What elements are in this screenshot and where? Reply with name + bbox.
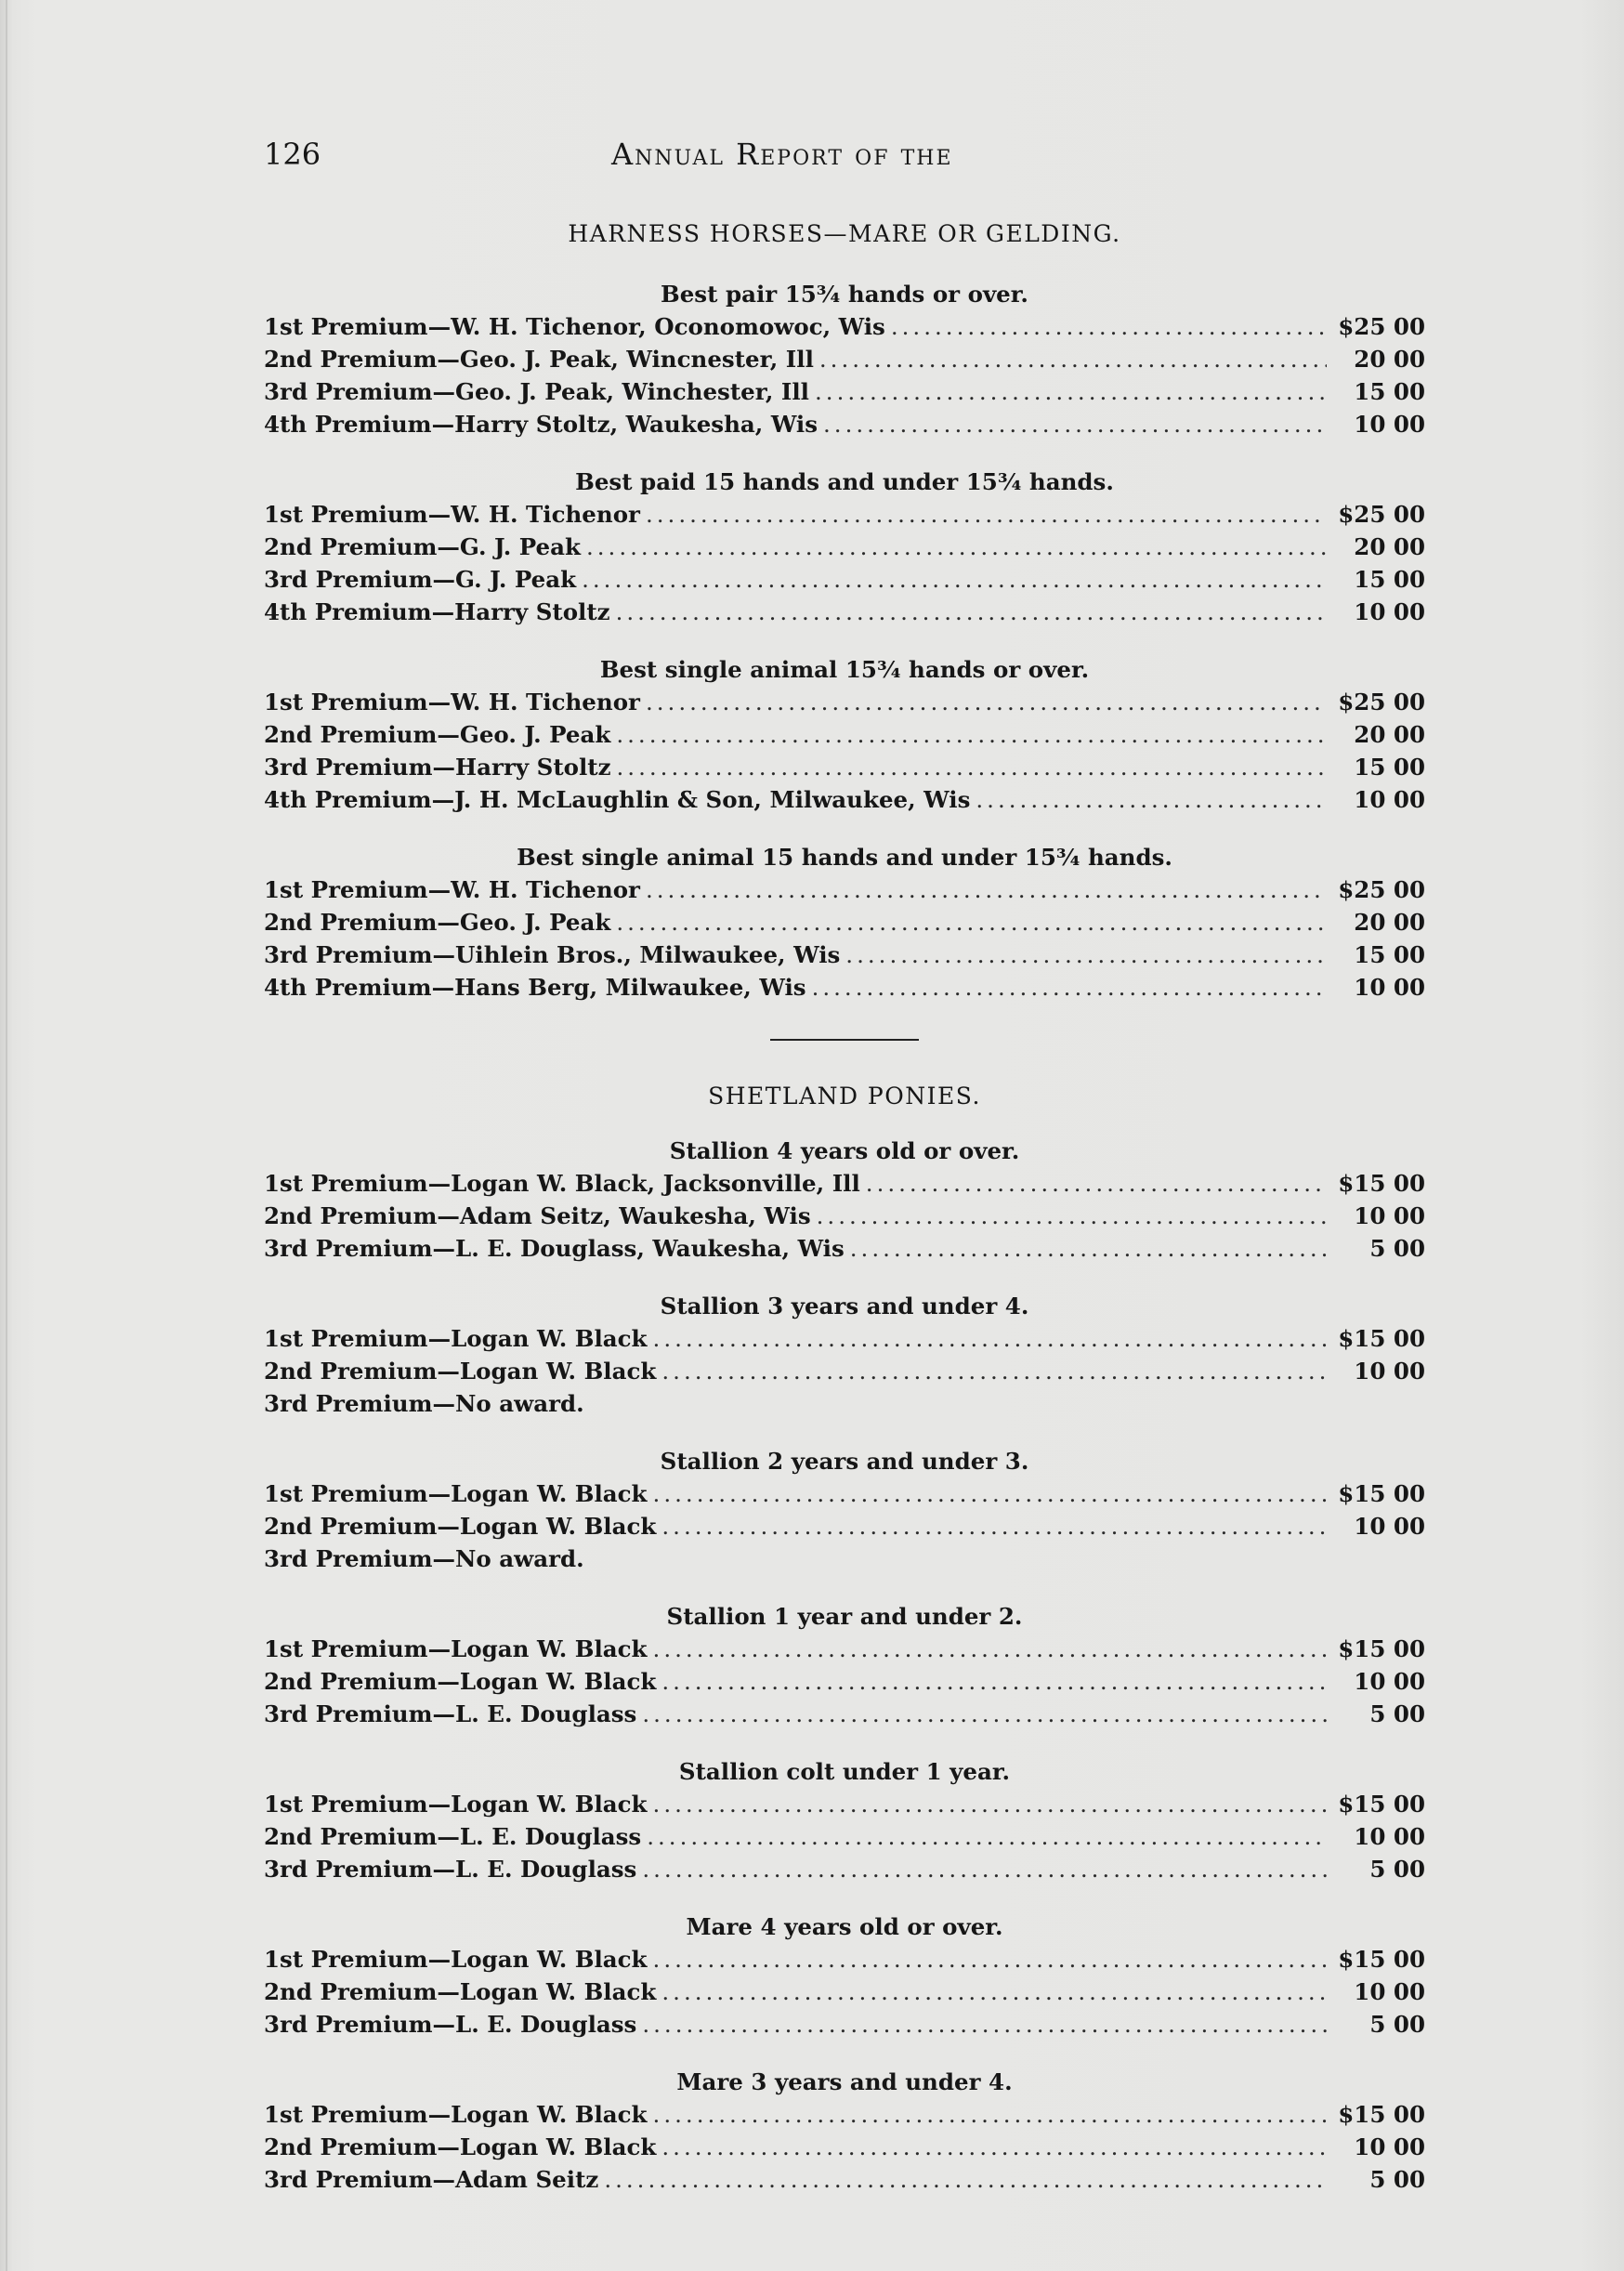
premium-amount: 10 00 [1354, 1668, 1425, 1695]
premium-winner: Harry Stoltz [455, 754, 611, 781]
premium-entry [264, 1943, 1425, 1976]
class-title-text: Best pair 15¾ hands or over. [661, 281, 1028, 308]
premium-place: 3rd Premium [264, 378, 433, 405]
page-header [264, 136, 1425, 178]
premium-winner: Geo. J. Peak [459, 721, 611, 748]
premium-winner: W. H. Tichenor [451, 876, 640, 903]
premium-amount: 15 00 [1354, 378, 1425, 405]
place-separator: — [432, 1856, 456, 1883]
premium-place: 3rd Premium [264, 2166, 433, 2193]
class-title-text: Stallion colt under 1 year. [678, 1758, 1011, 1785]
class-title [264, 654, 1425, 686]
premium-entry [264, 1853, 1425, 1885]
premium-amount: 5 00 [1369, 1235, 1425, 1262]
premium-winner: Geo. J. Peak, Wincnester, Ill [459, 346, 814, 373]
premium-winner: W. H. Tichenor [451, 689, 640, 715]
dot-leader [812, 971, 1327, 1004]
place-separator: — [427, 1480, 452, 1507]
dot-leader [815, 375, 1327, 408]
place-separator: — [437, 346, 460, 373]
premium-amount: $15 00 [1338, 2101, 1425, 2128]
premium-place: 1st Premium [264, 689, 428, 715]
premium-entry [264, 1322, 1425, 1355]
premium-amount: 10 00 [1354, 1513, 1425, 1540]
premium-winner: Logan W. Black [451, 1791, 648, 1818]
place-separator: — [432, 566, 456, 593]
dot-leader [646, 686, 1327, 718]
premium-place: 1st Premium [264, 1791, 428, 1818]
class-title-text: Mare 4 years old or over. [686, 1913, 1003, 1940]
premium-amount: 5 00 [1369, 2011, 1425, 2038]
class-title [264, 1601, 1425, 1633]
premium-amount: 15 00 [1354, 566, 1425, 593]
premium-entry [264, 686, 1425, 718]
premium-entry [264, 939, 1425, 971]
premium-entry [264, 1510, 1425, 1542]
dot-leader [661, 1510, 1327, 1542]
premium-amount: $15 00 [1338, 1791, 1425, 1818]
premium-amount: 20 00 [1354, 909, 1425, 936]
premium-place: 3rd Premium [264, 2011, 433, 2038]
dot-leader [823, 408, 1327, 440]
place-separator: — [427, 1791, 452, 1818]
premium-amount: 10 00 [1354, 1978, 1425, 2005]
premium-amount: 10 00 [1354, 1202, 1425, 1229]
premium-winner: Logan W. Black [451, 2101, 648, 2128]
premium-place: 1st Premium [264, 1325, 428, 1352]
premium-entry [264, 596, 1425, 628]
place-separator: — [432, 378, 456, 405]
premium-winner: J. H. McLaughlin & Son, Milwaukee, Wis [454, 786, 971, 813]
premium-place: 3rd Premium [264, 754, 433, 781]
premium-winner: L. E. Douglass [459, 1823, 642, 1850]
premium-entry [264, 906, 1425, 939]
class-title-text: Best single animal 15¾ hands or over. [599, 656, 1090, 683]
premium-winner: Logan W. Black [451, 1325, 648, 1352]
premium-entry [264, 1820, 1425, 1853]
dot-leader [845, 939, 1327, 971]
premium-entry [264, 1665, 1425, 1698]
premium-winner: Logan W. Black [459, 2133, 657, 2160]
place-separator: — [437, 1978, 460, 2005]
premium-entry [264, 1633, 1425, 1665]
premium-winner: Logan W. Black [459, 1668, 657, 1695]
premium-place: 2nd Premium [264, 1668, 438, 1695]
premium-place: 2nd Premium [264, 533, 438, 560]
premium-place: 3rd Premium [264, 1700, 433, 1727]
premium-entry [264, 1387, 1425, 1420]
dot-leader [642, 1698, 1327, 1730]
dot-leader [850, 1232, 1327, 1265]
premium-entry [264, 783, 1425, 816]
premium-amount: 5 00 [1369, 1700, 1425, 1727]
dot-leader [647, 1820, 1327, 1853]
premium-entry [264, 718, 1425, 751]
premium-winner: Logan W. Black [451, 1480, 648, 1507]
premium-winner: G. J. Peak [459, 533, 581, 560]
class-title [264, 1291, 1425, 1322]
premium-place: 1st Premium [264, 1635, 428, 1662]
place-separator: — [431, 786, 455, 813]
premium-entry [264, 751, 1425, 783]
dot-leader [646, 498, 1327, 531]
premium-winner: Adam Seitz, Waukesha, Wis [459, 1202, 811, 1229]
place-separator: — [432, 1235, 456, 1262]
premium-entry [264, 2131, 1425, 2163]
dot-leader [653, 1788, 1327, 1820]
dot-leader [653, 1322, 1327, 1355]
class-title [264, 466, 1425, 498]
premium-entry [264, 531, 1425, 563]
premium-amount: $25 00 [1338, 501, 1425, 528]
premium-amount: $25 00 [1338, 876, 1425, 903]
class-title [264, 1911, 1425, 1943]
premium-amount: 15 00 [1354, 754, 1425, 781]
place-separator: — [432, 1545, 456, 1572]
class-title-text: Stallion 1 year and under 2. [666, 1603, 1023, 1630]
place-separator: — [432, 1390, 456, 1417]
premium-winner: Logan W. Black [459, 1978, 657, 2005]
premium-winner: No award. [455, 1390, 584, 1417]
premium-class [264, 1291, 1425, 1420]
premium-winner: Geo. J. Peak [459, 909, 611, 936]
premium-place: 2nd Premium [264, 721, 438, 748]
dot-leader [642, 2008, 1327, 2041]
place-separator: — [431, 411, 455, 438]
premium-entry [264, 1167, 1425, 1200]
dot-leader [646, 873, 1327, 906]
place-separator: — [437, 1358, 460, 1385]
class-title [264, 842, 1425, 873]
class-title-text: Stallion 3 years and under 4. [660, 1293, 1029, 1319]
premium-place: 1st Premium [264, 1946, 428, 1973]
premium-entry [264, 1200, 1425, 1232]
place-separator: — [437, 721, 460, 748]
premium-place: 2nd Premium [264, 346, 438, 373]
dot-leader [661, 2131, 1327, 2163]
section-title: SHETLAND PONIES. [708, 1083, 981, 1109]
class-title-text: Mare 3 years and under 4. [676, 2068, 1013, 2095]
premium-entry [264, 310, 1425, 343]
dot-leader [661, 1976, 1327, 2008]
dot-leader [616, 718, 1327, 751]
premium-amount: $15 00 [1338, 1946, 1425, 1973]
place-separator: — [427, 2101, 452, 2128]
place-separator: — [437, 1513, 460, 1540]
premium-winner: Logan W. Black [459, 1513, 657, 1540]
dot-leader [661, 1665, 1327, 1698]
dot-leader [976, 783, 1327, 816]
dot-leader [642, 1853, 1327, 1885]
premium-entry [264, 1976, 1425, 2008]
premium-amount: 10 00 [1354, 411, 1425, 438]
place-separator: — [432, 2166, 456, 2193]
premium-winner: Logan W. Black, Jacksonville, Ill [451, 1170, 860, 1197]
premium-entry [264, 2163, 1425, 2196]
premium-class [264, 1136, 1425, 1265]
premium-winner: Geo. J. Peak, Winchester, Ill [455, 378, 809, 405]
premium-winner: W. H. Tichenor [451, 501, 640, 528]
place-separator: — [437, 1668, 460, 1695]
premium-place: 3rd Premium [264, 566, 433, 593]
place-separator: — [432, 754, 456, 781]
premium-amount: 10 00 [1354, 2133, 1425, 2160]
premium-winner: No award. [455, 1545, 584, 1572]
premium-amount: $15 00 [1338, 1635, 1425, 1662]
section-divider [770, 1039, 919, 1041]
class-title [264, 1756, 1425, 1788]
premium-entry [264, 498, 1425, 531]
premium-entry [264, 408, 1425, 440]
place-separator: — [427, 1635, 452, 1662]
premium-entry [264, 1477, 1425, 1510]
dot-leader [586, 531, 1327, 563]
premium-amount: $25 00 [1338, 313, 1425, 340]
premium-winner: Hans Berg, Milwaukee, Wis [454, 974, 806, 1001]
premium-winner: L. E. Douglass, Waukesha, Wis [455, 1235, 845, 1262]
dot-leader [604, 2163, 1327, 2196]
premium-amount: 10 00 [1354, 974, 1425, 1001]
premium-entry [264, 1698, 1425, 1730]
dot-leader [616, 906, 1327, 939]
premium-amount: 20 00 [1354, 721, 1425, 748]
premium-amount: $25 00 [1338, 689, 1425, 715]
premium-place: 4th Premium [264, 411, 432, 438]
dot-leader [617, 751, 1327, 783]
premium-amount: 10 00 [1354, 786, 1425, 813]
dot-leader [866, 1167, 1327, 1200]
premium-amount: $15 00 [1338, 1170, 1425, 1197]
place-separator: — [437, 1202, 460, 1229]
premium-place: 2nd Premium [264, 1978, 438, 2005]
premium-place: 4th Premium [264, 598, 432, 625]
premium-winner: Harry Stoltz, Waukesha, Wis [454, 411, 819, 438]
dot-leader [616, 596, 1327, 628]
premium-place: 3rd Premium [264, 1235, 433, 1262]
premium-place: 1st Premium [264, 2101, 428, 2128]
premium-winner: L. E. Douglass [455, 1700, 637, 1727]
place-separator: — [427, 689, 452, 715]
premium-winner: Logan W. Black [451, 1635, 648, 1662]
premium-amount: 5 00 [1369, 2166, 1425, 2193]
premium-class [264, 1756, 1425, 1885]
premium-place: 4th Premium [264, 974, 432, 1001]
premium-class [264, 2067, 1425, 2196]
premium-place: 2nd Premium [264, 2133, 438, 2160]
premium-winner: Logan W. Black [459, 1358, 657, 1385]
premium-place: 2nd Premium [264, 1358, 438, 1385]
premium-place: 2nd Premium [264, 909, 438, 936]
place-separator: — [427, 1325, 452, 1352]
premium-entry [264, 1542, 1425, 1575]
premium-place: 3rd Premium [264, 1856, 433, 1883]
dot-leader [819, 343, 1327, 375]
premium-place: 1st Premium [264, 501, 428, 528]
dot-leader [891, 310, 1327, 343]
dot-leader [661, 1355, 1327, 1387]
premium-class [264, 842, 1425, 1004]
premium-place: 2nd Premium [264, 1823, 438, 1850]
premium-place: 1st Premium [264, 1480, 428, 1507]
place-separator: — [431, 974, 455, 1001]
premium-winner: L. E. Douglass [455, 2011, 637, 2038]
premium-winner: G. J. Peak [455, 566, 577, 593]
dot-leader [582, 563, 1327, 596]
dot-leader [653, 1943, 1327, 1976]
class-title-text: Stallion 4 years old or over. [669, 1137, 1020, 1164]
running-title: Annual Report of the [611, 137, 953, 172]
premium-entry [264, 375, 1425, 408]
premium-class [264, 1446, 1425, 1575]
premium-entry [264, 2008, 1425, 2041]
premium-winner: Logan W. Black [451, 1946, 648, 1973]
class-title [264, 279, 1425, 310]
premium-amount: 10 00 [1354, 1358, 1425, 1385]
page-number: 126 [264, 137, 321, 172]
premium-place: 1st Premium [264, 876, 428, 903]
premium-entry [264, 2098, 1425, 2131]
page-edge-shadow [6, 0, 7, 2271]
place-separator: — [427, 313, 452, 340]
premium-entry [264, 343, 1425, 375]
premium-place: 1st Premium [264, 313, 428, 340]
premium-amount: 20 00 [1354, 533, 1425, 560]
place-separator: — [427, 1946, 452, 1973]
premium-winner: Uihlein Bros., Milwaukee, Wis [455, 941, 841, 968]
premium-class [264, 279, 1425, 440]
dot-leader [653, 1477, 1327, 1510]
place-separator: — [437, 533, 460, 560]
premium-entry [264, 971, 1425, 1004]
premium-winner: L. E. Douglass [455, 1856, 637, 1883]
place-separator: — [427, 1170, 452, 1197]
class-title [264, 1136, 1425, 1167]
premium-winner: Harry Stoltz [454, 598, 610, 625]
premium-class [264, 466, 1425, 628]
premium-class [264, 654, 1425, 816]
premium-entry [264, 873, 1425, 906]
class-title-text: Best single animal 15 hands and under 15¾ hands. [517, 844, 1172, 871]
place-separator: — [432, 941, 456, 968]
premium-winner: W. H. Tichenor, Oconomowoc, Wis [451, 313, 885, 340]
premium-entry [264, 563, 1425, 596]
premium-place: 2nd Premium [264, 1513, 438, 1540]
dot-leader [653, 1633, 1327, 1665]
section-title: HARNESS HORSES—MARE OR GELDING. [568, 220, 1121, 247]
premium-entry [264, 1232, 1425, 1265]
class-title-text: Stallion 2 years and under 3. [660, 1448, 1029, 1475]
premium-place: 3rd Premium [264, 1545, 433, 1572]
premium-winner: Adam Seitz [455, 2166, 599, 2193]
place-separator: — [431, 598, 455, 625]
premium-amount: 10 00 [1354, 598, 1425, 625]
premium-amount: 5 00 [1369, 1856, 1425, 1883]
premium-place: 3rd Premium [264, 1390, 433, 1417]
premium-entry [264, 1355, 1425, 1387]
place-separator: — [427, 876, 452, 903]
premium-amount: 10 00 [1354, 1823, 1425, 1850]
premium-amount: 15 00 [1354, 941, 1425, 968]
premium-place: 3rd Premium [264, 941, 433, 968]
place-separator: — [432, 1700, 456, 1727]
premium-place: 2nd Premium [264, 1202, 438, 1229]
premium-list [264, 216, 1425, 2222]
class-title [264, 2067, 1425, 2098]
place-separator: — [437, 909, 460, 936]
class-title [264, 1446, 1425, 1477]
premium-amount: 20 00 [1354, 346, 1425, 373]
premium-place: 4th Premium [264, 786, 432, 813]
place-separator: — [432, 2011, 456, 2038]
dot-leader [817, 1200, 1327, 1232]
place-separator: — [427, 501, 452, 528]
premium-amount: $15 00 [1338, 1480, 1425, 1507]
place-separator: — [437, 1823, 460, 1850]
place-separator: — [437, 2133, 460, 2160]
class-title-text: Best paid 15 hands and under 15¾ hands. [575, 468, 1114, 495]
dot-leader [653, 2098, 1327, 2131]
premium-entry [264, 1788, 1425, 1820]
premium-amount: $15 00 [1338, 1325, 1425, 1352]
premium-class [264, 1911, 1425, 2041]
premium-place: 1st Premium [264, 1170, 428, 1197]
premium-class [264, 1601, 1425, 1730]
